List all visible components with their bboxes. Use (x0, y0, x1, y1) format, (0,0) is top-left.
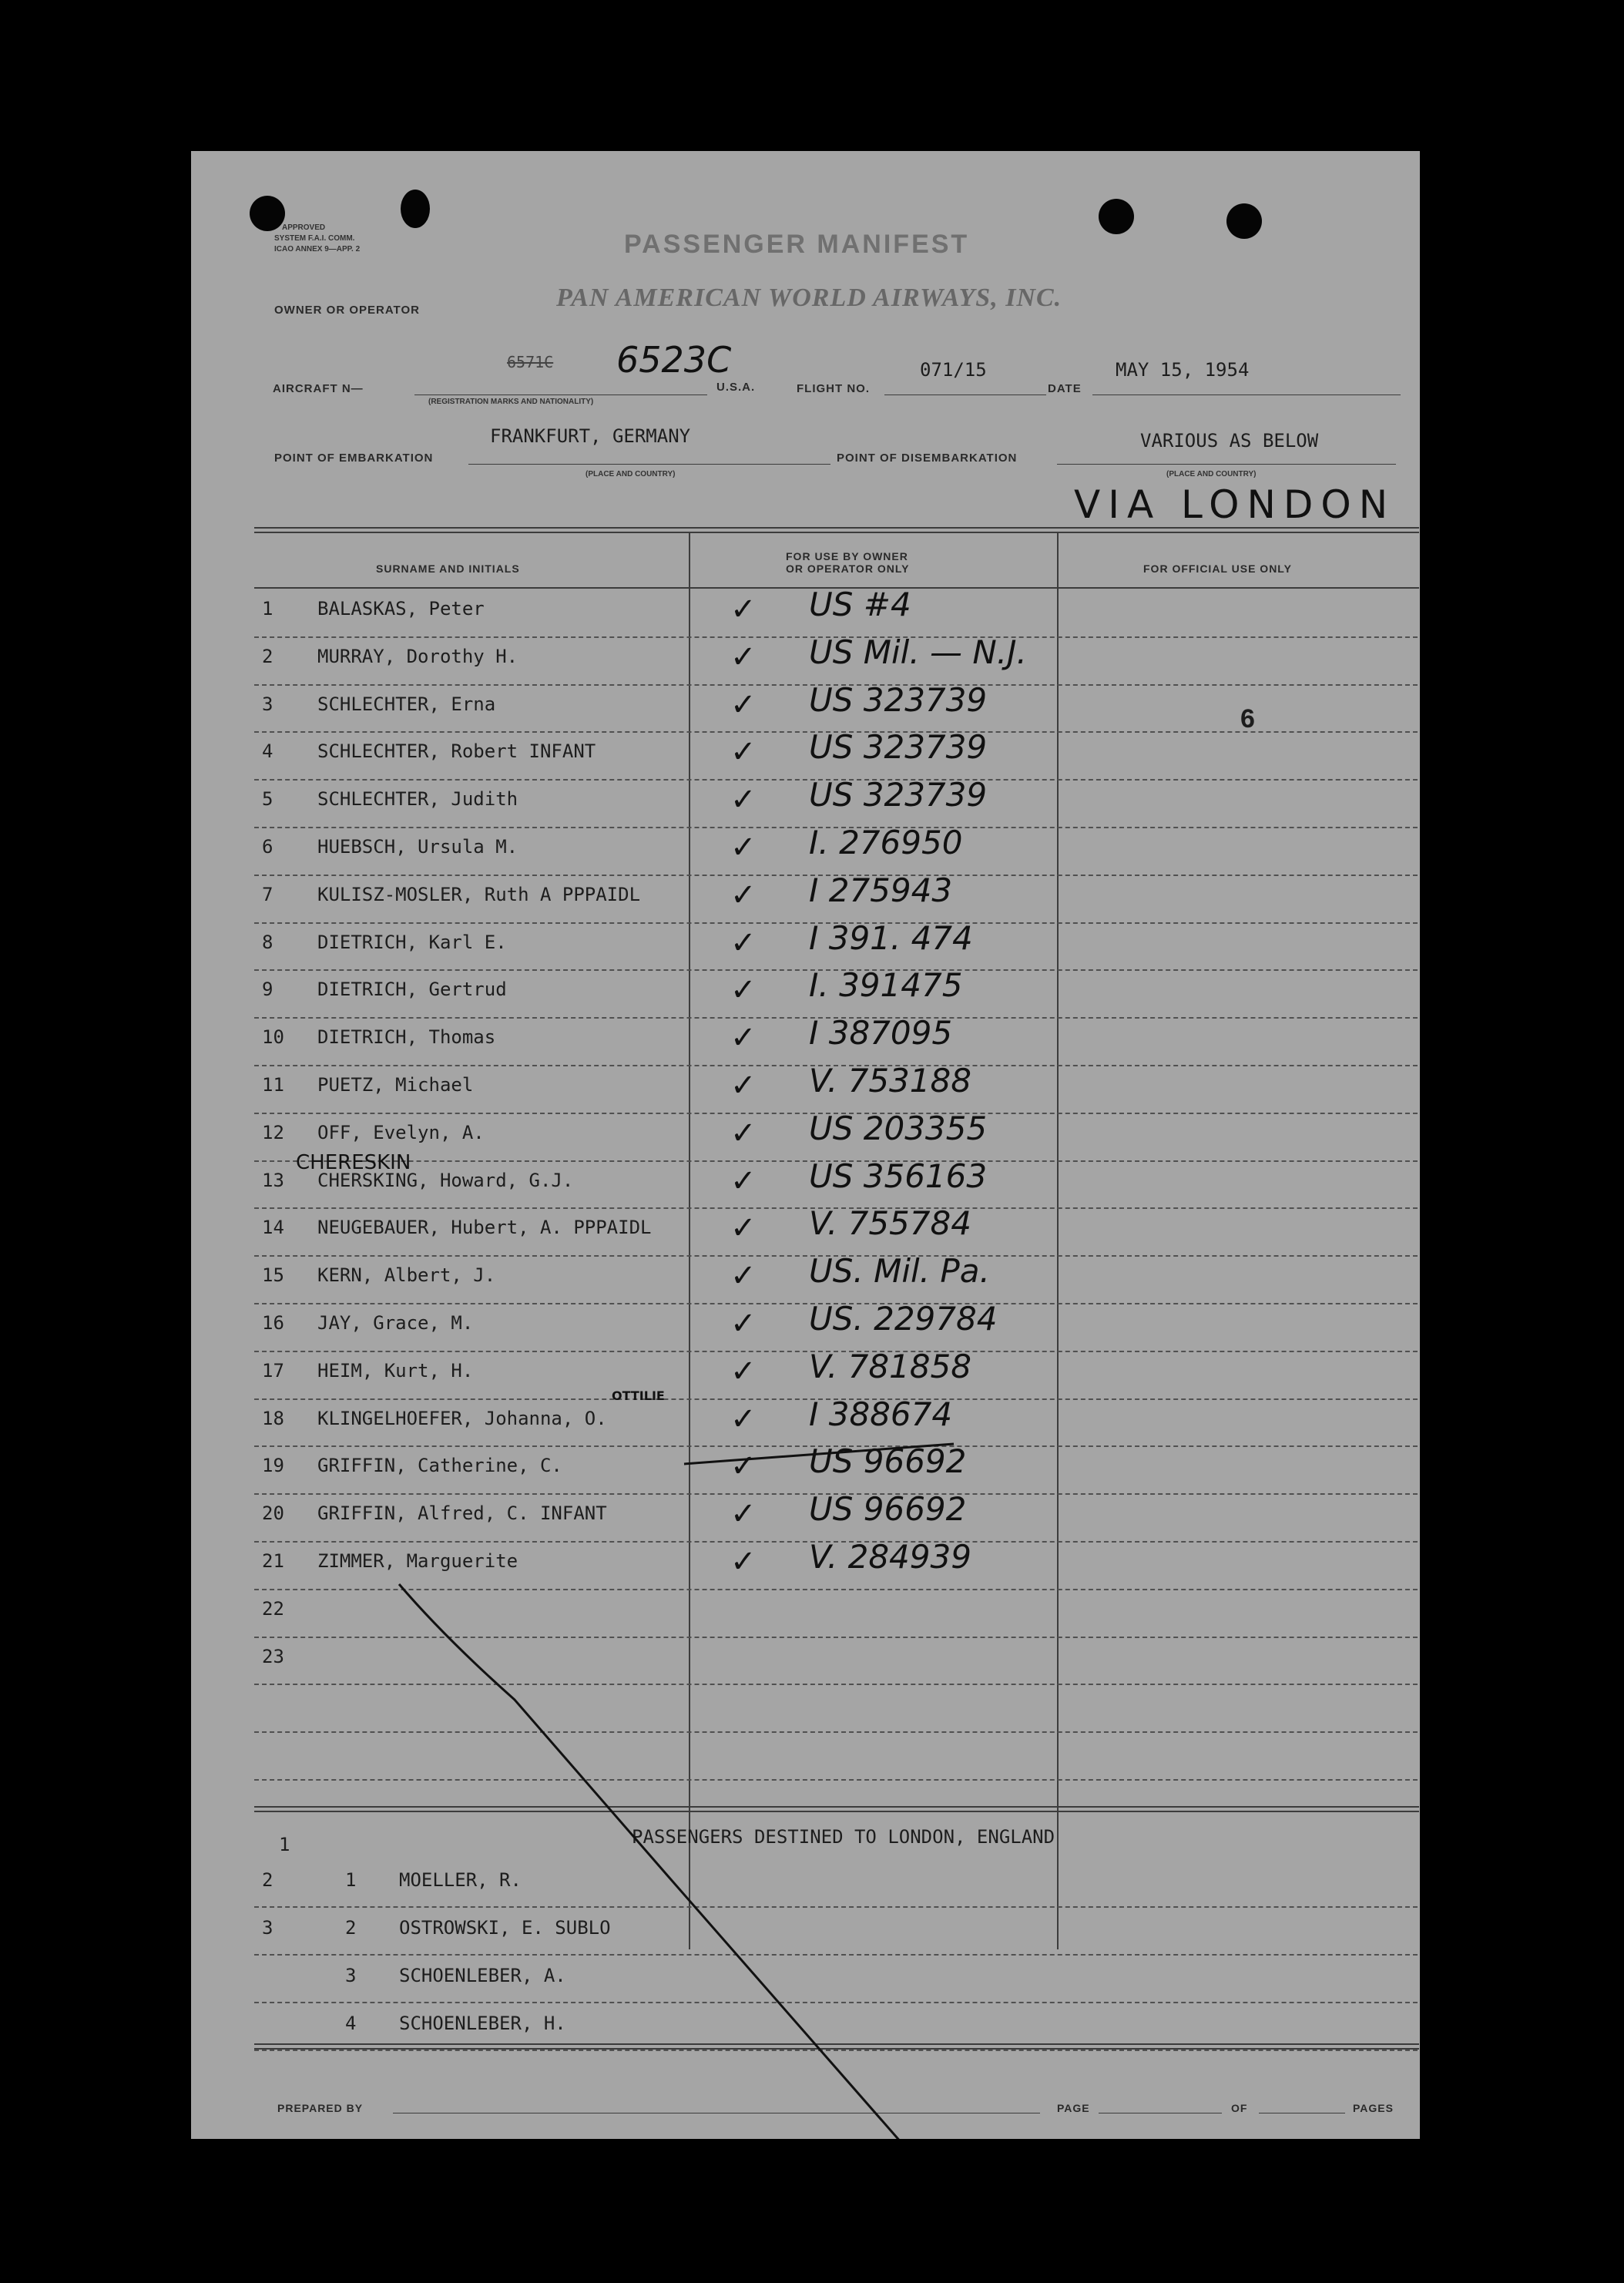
table-row (254, 1538, 1418, 1590)
check-mark: ✓ (730, 830, 757, 865)
document-number: I. 391475 (809, 966, 963, 1005)
row-number: 17 (262, 1359, 284, 1382)
passenger-name: GRIFFIN, Alfred, C. INFANT (317, 1502, 607, 1525)
london-passenger-name: MOELLER, R. (399, 1869, 522, 1891)
london-index: 3 (345, 1965, 357, 1986)
row-number: 12 (262, 1121, 284, 1143)
check-mark: ✓ (730, 1401, 757, 1437)
table-row (254, 1300, 1418, 1352)
table-row (254, 776, 1418, 828)
passenger-name: MURRAY, Dorothy H. (317, 645, 518, 667)
row-number: 14 (262, 1217, 284, 1239)
row-rule (254, 1684, 1418, 1685)
london-row-rule (254, 2050, 1418, 2051)
passenger-name: DIETRICH, Thomas (317, 1026, 496, 1049)
check-mark: ✓ (730, 592, 757, 627)
document-number: US. 229784 (809, 1300, 998, 1338)
check-mark: ✓ (730, 877, 757, 913)
check-mark: ✓ (730, 1068, 757, 1103)
row-number: 16 (262, 1312, 284, 1334)
table-row (254, 633, 1418, 686)
row-number: 20 (262, 1502, 284, 1525)
document-number: I 391. 474 (809, 918, 973, 957)
london-index: 4 (345, 2013, 357, 2034)
document-number: V. 284939 (809, 1538, 971, 1576)
punch-hole (1099, 199, 1134, 234)
row-number: 13 (262, 1169, 284, 1191)
document-number: US 96692 (809, 1490, 967, 1529)
bottom-rule-2 (254, 2048, 1419, 2050)
table-row (254, 966, 1418, 1019)
document-number: US 323739 (809, 776, 988, 814)
london-top-rule (254, 1806, 1419, 1808)
table-row (254, 586, 1418, 638)
check-mark: ✓ (730, 1258, 757, 1294)
passenger-name: DIETRICH, Karl E. (317, 931, 507, 953)
via-handwritten: VIA LONDON (1074, 482, 1396, 527)
london-passenger-name: SCHOENLEBER, A. (399, 1965, 566, 1986)
row-number: 8 (262, 931, 273, 953)
manifest-page (191, 151, 1420, 2139)
table-row (254, 1590, 1418, 1638)
table-row (254, 824, 1418, 876)
row-number: 11 (262, 1074, 284, 1096)
row-number: 18 (262, 1407, 284, 1429)
document-number: I 388674 (809, 1395, 953, 1433)
london-passenger-name: OSTROWSKI, E. SUBLO (399, 1917, 611, 1939)
document-number: V. 755784 (809, 1204, 971, 1243)
passenger-name: KULISZ-MOSLER, Ruth A PPPAIDL (317, 883, 641, 905)
table-row (254, 1109, 1418, 1162)
owner-value: PAN AMERICAN WORLD AIRWAYS, INC. (556, 284, 1062, 312)
table-row (254, 1252, 1418, 1304)
table-top-rule (254, 527, 1419, 529)
aircraft-handwritten: 6523C (616, 339, 732, 381)
embark-underline (468, 464, 830, 465)
disembark-label: POINT OF DISEMBARKATION (837, 452, 1018, 465)
check-mark: ✓ (730, 1544, 757, 1580)
passenger-name: HEIM, Kurt, H. (317, 1359, 474, 1382)
table-row (254, 1490, 1418, 1543)
punch-hole (1226, 203, 1262, 239)
table-row (254, 1638, 1418, 1686)
check-mark: ✓ (730, 1306, 757, 1341)
correction-row-18: OTTILIE (612, 1388, 665, 1403)
row-number: 6 (262, 836, 273, 858)
col-owner-header-1: FOR USE BY OWNER (786, 550, 908, 562)
document-number: V. 753188 (809, 1062, 971, 1100)
aircraft-suffix: U.S.A. (716, 381, 756, 394)
row-number: 10 (262, 1026, 284, 1049)
table-row (254, 918, 1418, 972)
page-label: PAGE (1057, 2102, 1090, 2114)
document-number: US 356163 (809, 1157, 988, 1195)
table-row (254, 1442, 1418, 1495)
london-row (254, 1908, 1418, 1956)
date-value: MAY 15, 1954 (1116, 359, 1250, 381)
table-row (254, 1347, 1418, 1400)
passenger-name: CHERSKING, Howard, G.J. (317, 1169, 574, 1191)
check-mark: ✓ (730, 1210, 757, 1247)
london-index: 1 (345, 1869, 357, 1891)
check-mark: ✓ (730, 972, 757, 1009)
check-mark: ✓ (730, 687, 757, 723)
col-surname-header: SURNAME AND INITIALS (376, 562, 520, 575)
approval-line-2: SYSTEM F.A.I. COMM. (274, 234, 355, 243)
document-number: V. 781858 (809, 1347, 971, 1385)
passenger-name: PUETZ, Michael (317, 1074, 474, 1096)
row-number: 19 (262, 1455, 284, 1477)
document-number: US 323739 (809, 680, 988, 719)
passenger-name: BALASKAS, Peter (317, 598, 485, 619)
date-underline (1092, 394, 1401, 395)
row-number: 1 (262, 598, 273, 619)
check-mark: ✓ (730, 1353, 757, 1389)
check-mark: ✓ (730, 1020, 757, 1056)
passenger-name: ZIMMER, Marguerite (317, 1550, 518, 1572)
check-mark: ✓ (730, 782, 757, 818)
col-official-header: FOR OFFICIAL USE ONLY (1143, 562, 1292, 575)
document-number: US 96692 (809, 1442, 967, 1481)
passenger-name: KERN, Albert, J. (317, 1264, 496, 1287)
passenger-name: GRIFFIN, Catherine, C. (317, 1455, 562, 1477)
london-line-number: 2 (262, 1869, 273, 1891)
owner-label: OWNER OR OPERATOR (274, 304, 420, 317)
check-mark: ✓ (730, 734, 757, 771)
aircraft-typed: 6571C (507, 353, 554, 371)
flight-underline (884, 394, 1046, 395)
pages-label: PAGES (1353, 2102, 1394, 2114)
official-mark: 6 (1240, 704, 1255, 734)
table-row (254, 1204, 1418, 1257)
correction-row-13: CHERESKIN (296, 1151, 411, 1174)
row-number: 7 (262, 883, 273, 905)
london-index: 2 (345, 1917, 357, 1939)
approval-line-3: ICAO ANNEX 9—APP. 2 (274, 245, 361, 253)
disembark-value: VARIOUS AS BELOW (1140, 430, 1319, 452)
passenger-name: JAY, Grace, M. (317, 1312, 474, 1334)
table-row (254, 871, 1418, 924)
punch-hole (401, 190, 430, 228)
passenger-name: KLINGELHOEFER, Johanna, O. (317, 1407, 607, 1429)
date-label: DATE (1048, 382, 1082, 395)
check-mark: ✓ (730, 1163, 757, 1199)
aircraft-caption: (REGISTRATION MARKS AND NATIONALITY) (428, 398, 594, 406)
col-owner-header-2: OR OPERATOR ONLY (786, 562, 910, 575)
table-row (254, 1062, 1418, 1114)
document-number: I 387095 (809, 1014, 953, 1053)
check-mark: ✓ (730, 1496, 757, 1533)
passenger-name: SCHLECHTER, Robert INFANT (317, 740, 596, 763)
passenger-name: SCHLECHTER, Judith (317, 788, 518, 811)
document-number: US 203355 (809, 1109, 988, 1147)
aircraft-label: AIRCRAFT N— (273, 382, 364, 395)
disembark-caption: (PLACE AND COUNTRY) (1166, 470, 1257, 478)
blank-row-rule (254, 1731, 1418, 1733)
london-passenger-name: SCHOENLEBER, H. (399, 2013, 566, 2034)
form-title: PASSENGER MANIFEST (624, 230, 970, 259)
disembark-underline (1057, 464, 1396, 465)
row-number: 23 (262, 1645, 284, 1667)
blank-row-rule (254, 1779, 1418, 1781)
london-row (254, 1956, 1418, 2003)
row-number: 4 (262, 740, 273, 763)
aircraft-underline (414, 394, 707, 395)
passenger-name: HUEBSCH, Ursula M. (317, 836, 518, 858)
london-top-rule-2 (254, 1811, 1419, 1812)
check-mark: ✓ (730, 925, 757, 961)
flight-value: 071/15 (920, 359, 987, 381)
table-row (254, 728, 1418, 781)
row-number: 15 (262, 1264, 284, 1287)
london-row (254, 1860, 1418, 1908)
london-heading: PASSENGERS DESTINED TO LONDON, ENGLAND (632, 1826, 1055, 1848)
passenger-name: DIETRICH, Gertrud (317, 979, 507, 1001)
london-row-1-marker: 1 (279, 1834, 290, 1855)
table-top-rule-2 (254, 532, 1419, 533)
flight-label: FLIGHT NO. (797, 382, 870, 395)
punch-hole (250, 196, 285, 231)
prepared-label: PREPARED BY (277, 2102, 364, 2114)
document-number: US 323739 (809, 728, 988, 767)
row-number: 2 (262, 645, 273, 667)
check-mark: ✓ (730, 1115, 757, 1151)
row-number: 22 (262, 1597, 284, 1620)
document-number: US. Mil. Pa. (809, 1252, 990, 1291)
document-number: I 275943 (809, 871, 953, 909)
passenger-name: NEUGEBAUER, Hubert, A. PPPAIDL (317, 1217, 652, 1239)
document-number: I. 276950 (809, 824, 963, 861)
embark-label: POINT OF EMBARKATION (274, 452, 434, 465)
document-number: US #4 (809, 586, 911, 623)
table-row (254, 1157, 1418, 1210)
embark-value: FRANKFURT, GERMANY (490, 425, 691, 447)
document-number: US Mil. — N.J. (809, 633, 1027, 671)
of-label: OF (1231, 2102, 1248, 2114)
table-row (254, 1014, 1418, 1066)
passenger-name: OFF, Evelyn, A. (317, 1121, 485, 1143)
row-number: 3 (262, 693, 273, 715)
check-mark: ✓ (730, 1449, 757, 1485)
check-mark: ✓ (730, 639, 757, 675)
passenger-name: SCHLECHTER, Erna (317, 693, 496, 715)
bottom-rule (254, 2043, 1419, 2045)
london-line-number: 3 (262, 1917, 273, 1939)
approval-line-1: APPROVED (282, 223, 326, 232)
row-number: 5 (262, 788, 273, 811)
row-number: 9 (262, 979, 273, 1001)
embark-caption: (PLACE AND COUNTRY) (586, 470, 676, 478)
row-number: 21 (262, 1550, 284, 1572)
